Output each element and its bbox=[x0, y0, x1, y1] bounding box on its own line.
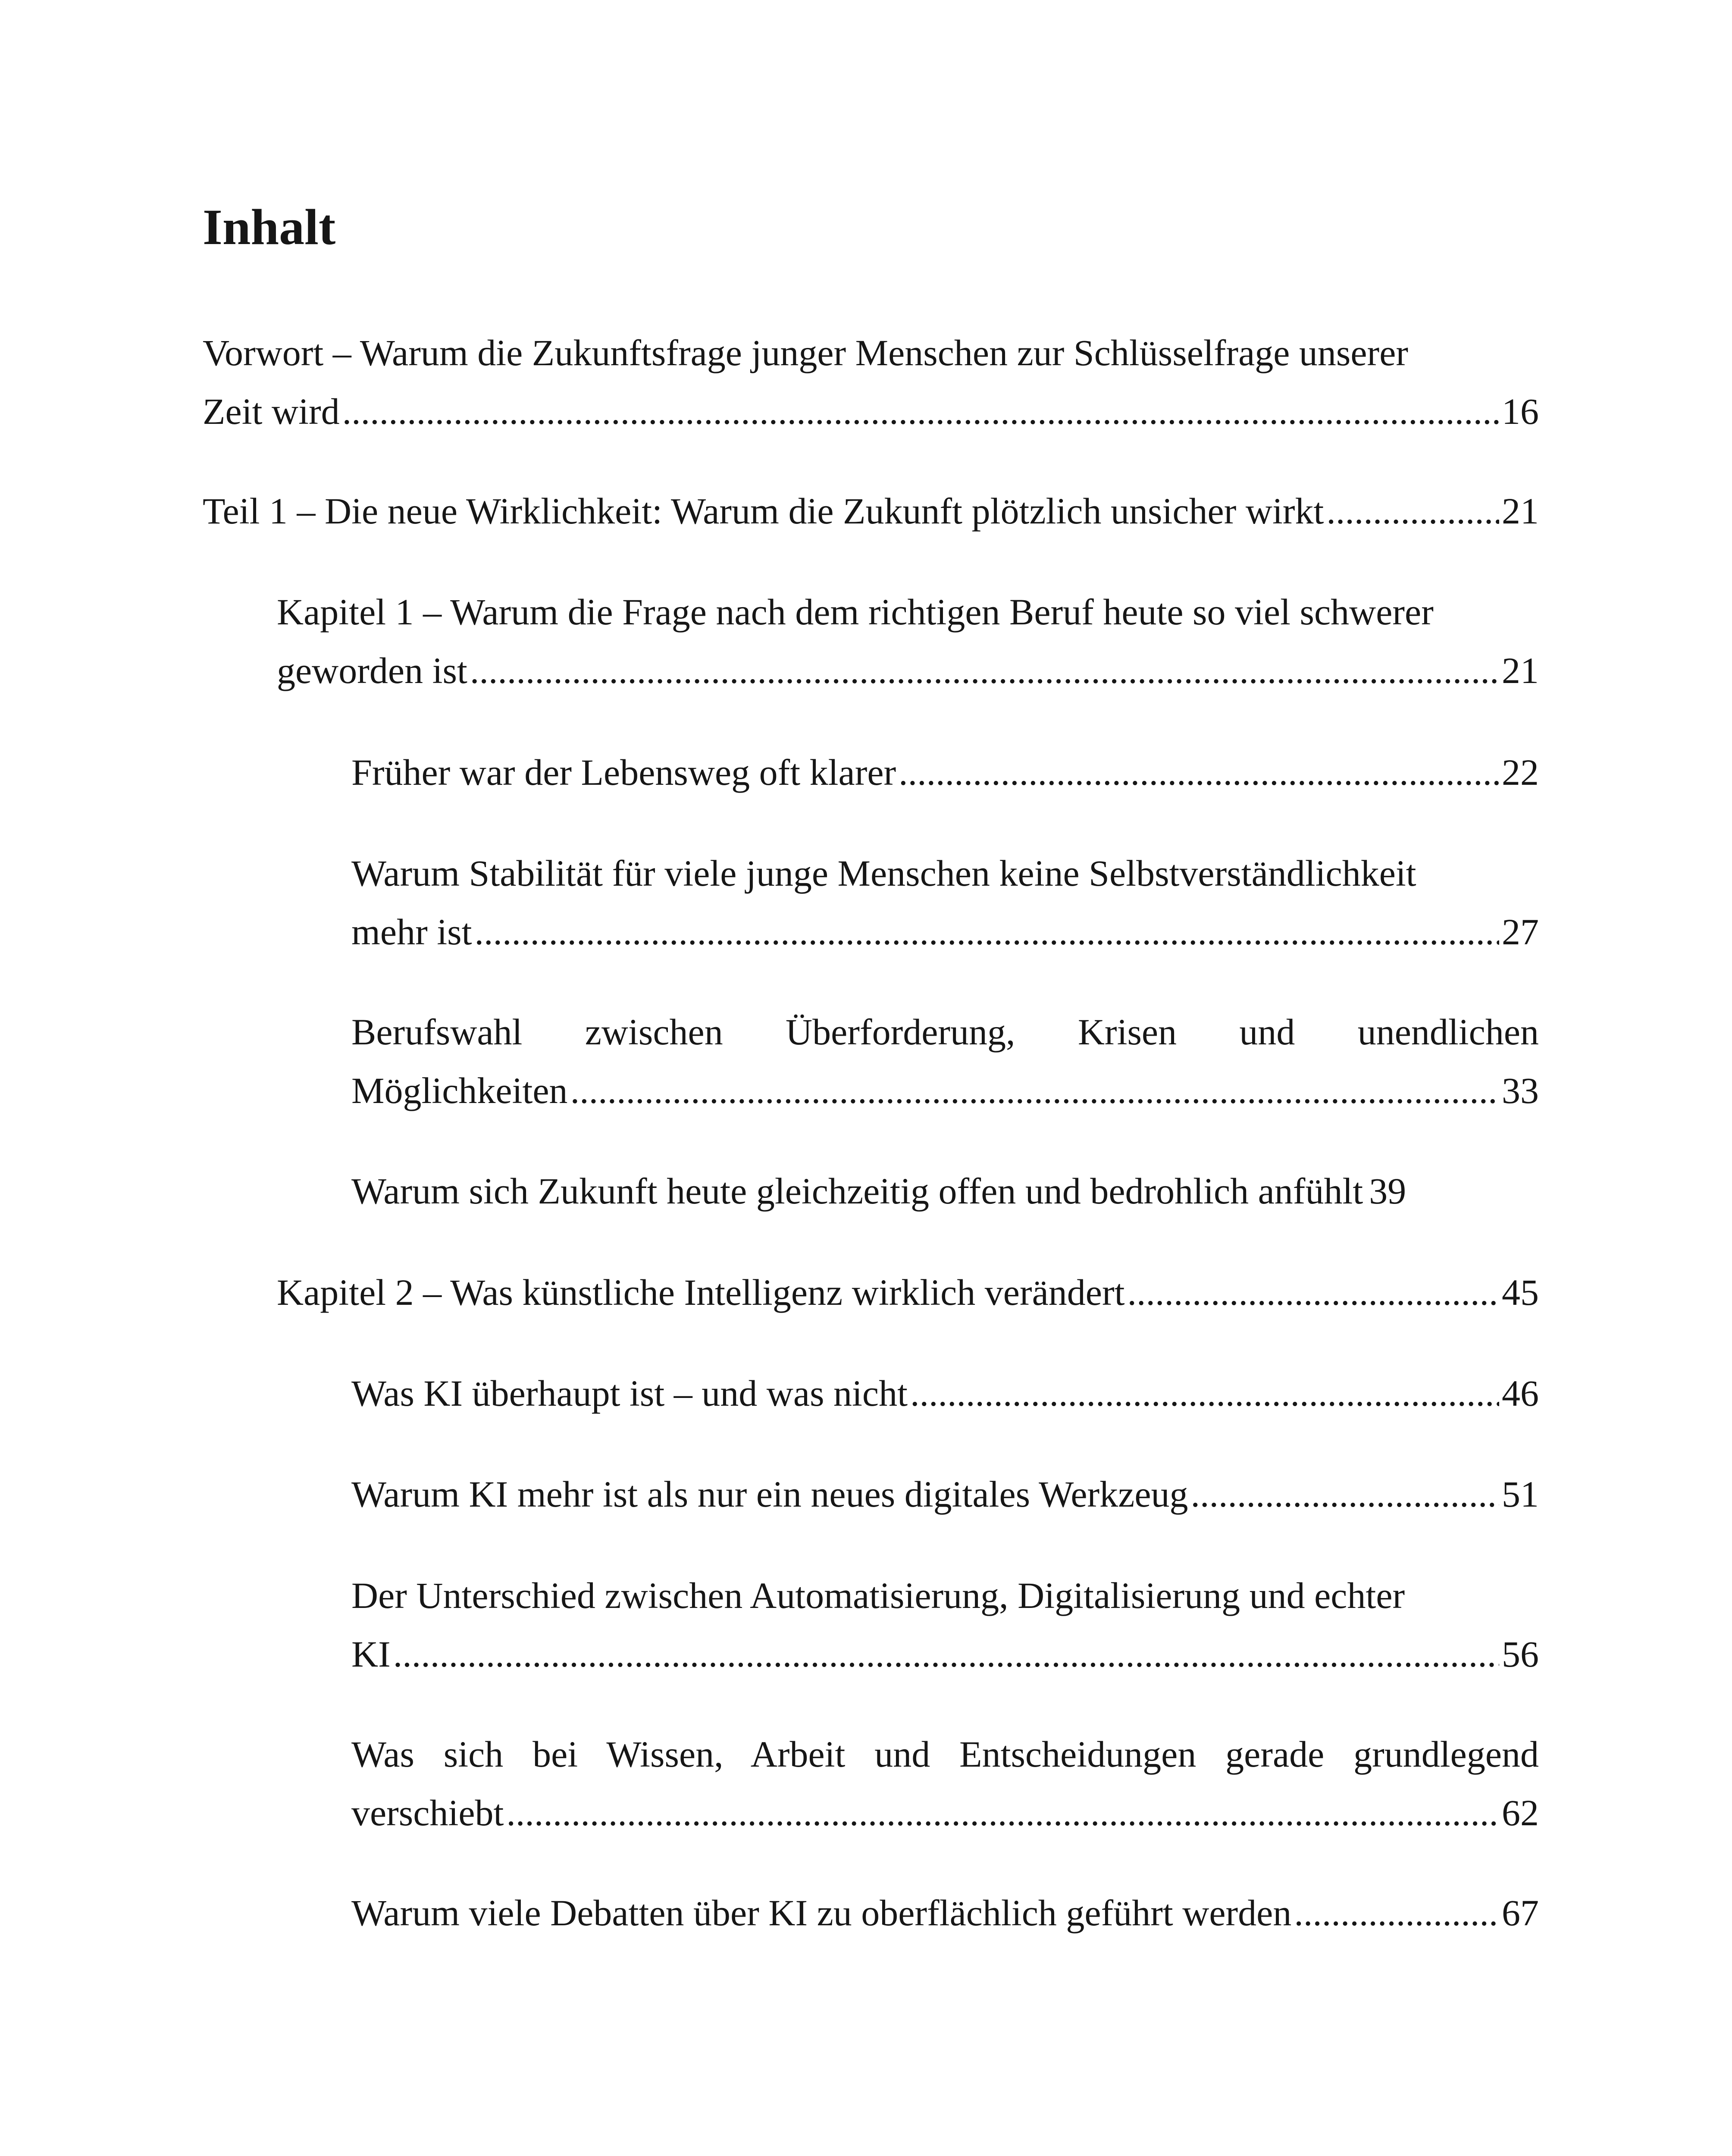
toc-entry-was-ki-ist[interactable] bbox=[351, 1364, 1539, 1423]
toc-entry-text-line1: Vorwort – Warum die Zukunftsfrage junger Menschen zur Schlüsselfrage unserer bbox=[203, 332, 1409, 373]
toc-entry-text-line2: geworden ist bbox=[277, 650, 467, 691]
toc-entry-berufswahl[interactable] bbox=[351, 1003, 1539, 1120]
toc-entry-text-line2: mehr ist bbox=[351, 911, 472, 953]
toc-entry-text-line2: KI bbox=[351, 1633, 391, 1675]
dot-leader bbox=[470, 641, 1499, 700]
toc-entry-text: Warum KI mehr ist als nur ein neues digitales Werkzeug bbox=[351, 1473, 1188, 1515]
toc-entry-kapitel-2[interactable] bbox=[277, 1263, 1539, 1322]
toc-entry-zukunft-offen-bedrohlich[interactable] bbox=[351, 1162, 1539, 1220]
toc-entry-wissen-arbeit-entscheidungen[interactable] bbox=[351, 1725, 1539, 1842]
toc-page-number: 56 bbox=[1502, 1633, 1539, 1675]
dot-leader bbox=[1294, 1883, 1499, 1942]
toc-page-number: 39 bbox=[1369, 1170, 1406, 1212]
toc-entry-ki-mehr-als-werkzeug[interactable] bbox=[351, 1465, 1539, 1523]
toc-page-number: 21 bbox=[1502, 490, 1539, 532]
toc-entry-text: Warum sich Zukunft heute gleichzeitig offen und bedrohlich anfühlt bbox=[351, 1170, 1363, 1212]
toc-entry-text: Was KI überhaupt ist – und was nicht bbox=[351, 1373, 908, 1414]
toc-entry-text-line2: Möglichkeiten bbox=[351, 1070, 568, 1111]
dot-leader bbox=[1128, 1263, 1500, 1322]
dot-leader bbox=[506, 1783, 1499, 1842]
toc-page-number: 51 bbox=[1502, 1473, 1539, 1515]
toc-page-number: 33 bbox=[1502, 1070, 1539, 1111]
toc-entry-text: Kapitel 2 – Was künstliche Intelligenz wirklich verändert bbox=[277, 1272, 1125, 1313]
toc-entry-debatten-ki[interactable] bbox=[351, 1883, 1539, 1942]
dot-leader bbox=[342, 382, 1499, 441]
toc-page-number: 22 bbox=[1502, 752, 1539, 793]
toc-entry-frueher-lebensweg[interactable] bbox=[351, 743, 1539, 802]
dot-leader bbox=[393, 1625, 1499, 1683]
dot-leader bbox=[570, 1061, 1499, 1120]
toc-page-number: 16 bbox=[1502, 391, 1539, 432]
dot-leader bbox=[910, 1364, 1499, 1423]
toc-entry-text-line1: Kapitel 1 – Warum die Frage nach dem richtigen Beruf heute so viel schwerer bbox=[277, 591, 1434, 633]
toc-entry-text: Teil 1 – Die neue Wirklichkeit: Warum die Zukunft plötzlich unsicher wirkt bbox=[203, 490, 1324, 532]
page-title: Inhalt bbox=[203, 199, 336, 255]
toc-entry-kapitel-1[interactable] bbox=[277, 583, 1539, 700]
toc-page-number: 62 bbox=[1502, 1792, 1539, 1833]
toc-entry-text-line1: Der Unterschied zwischen Automatisierung, Digitalisierung und echter bbox=[351, 1575, 1405, 1616]
toc-entry-stabilitaet[interactable] bbox=[351, 844, 1539, 961]
dot-leader bbox=[1191, 1465, 1499, 1523]
toc-entry-text-line1: Was sich bei Wissen, Arbeit und Entscheidungen gerade grundlegend bbox=[351, 1733, 1539, 1775]
toc-entry-text: Warum viele Debatten über KI zu oberflächlich geführt werden bbox=[351, 1892, 1292, 1934]
toc-page-number: 45 bbox=[1502, 1272, 1539, 1313]
dot-leader bbox=[1326, 482, 1499, 540]
toc-entry-unterschied-automatisierung[interactable] bbox=[351, 1566, 1539, 1683]
toc-entry-vorwort[interactable] bbox=[203, 323, 1539, 441]
toc-entry-text-line1: Warum Stabilität für viele junge Menschen keine Selbstverständlichkeit bbox=[351, 852, 1416, 894]
toc-entry-teil-1[interactable] bbox=[203, 482, 1539, 540]
toc-entry-text: Früher war der Lebensweg oft klarer bbox=[351, 752, 896, 793]
toc-page-number: 21 bbox=[1502, 650, 1539, 691]
dot-leader bbox=[474, 903, 1499, 961]
toc-page-number: 67 bbox=[1502, 1892, 1539, 1934]
toc-page-number: 27 bbox=[1502, 911, 1539, 953]
dot-leader bbox=[899, 743, 1499, 802]
toc-page-number: 46 bbox=[1502, 1373, 1539, 1414]
toc-entry-text-line2: verschiebt bbox=[351, 1792, 504, 1833]
toc-entry-text-line2: Zeit wird bbox=[203, 391, 340, 432]
toc-entry-text-line1: Berufswahl zwischen Überforderung, Krisen und unendlichen bbox=[351, 1011, 1539, 1053]
